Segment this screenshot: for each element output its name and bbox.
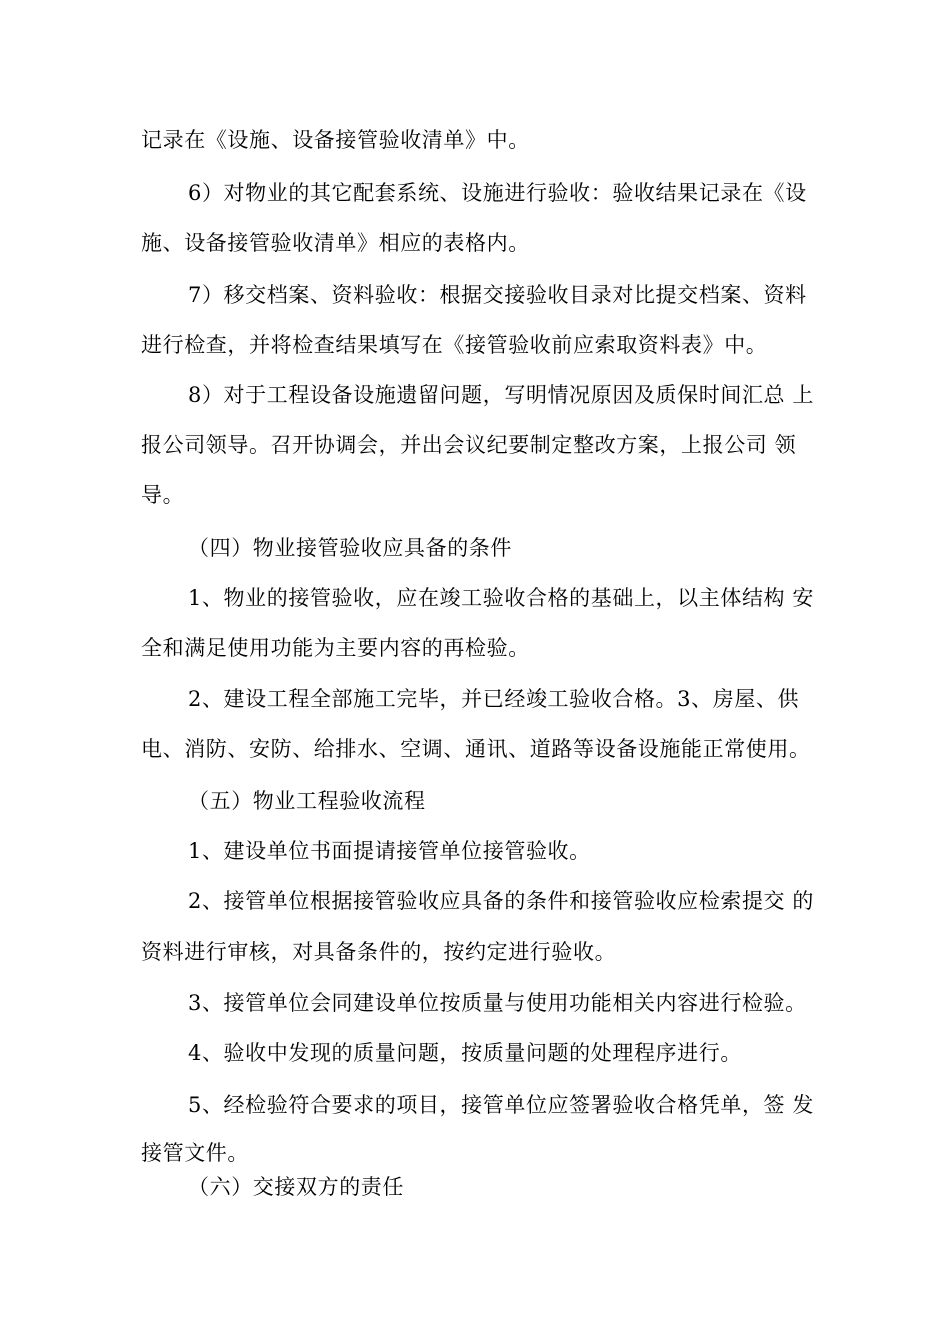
text-line: 2、接管单位根据接管验收应具备的条件和接管验收应检索提交 的 — [188, 889, 815, 913]
text-line: 3、接管单位会同建设单位按质量与使用功能相关内容进行检验。 — [188, 991, 807, 1015]
text-line: 6）对物业的其它配套系统、设施进行验收：验收结果记录在《设 — [188, 181, 807, 205]
text-line: 资料进行审核，对具备条件的，按约定进行验收。 — [141, 940, 617, 964]
section-heading: （五）物业工程验收流程 — [188, 789, 426, 813]
text-line: 全和满足使用功能为主要内容的再检验。 — [141, 636, 530, 660]
text-line: 记录在《设施、设备接管验收清单》中。 — [141, 128, 530, 152]
text-line: 2、建设工程全部施工完毕，并已经竣工验收合格。3、房屋、供 — [188, 687, 800, 711]
text-line: 5、经检验符合要求的项目，接管单位应签署验收合格凭单，签 发 — [188, 1093, 815, 1117]
text-line: 4、验收中发现的质量问题，按质量问题的处理程序进行。 — [188, 1041, 742, 1065]
text-line: 电、消防、安防、给排水、空调、通讯、道路等设备设施能正常使用。 — [141, 737, 811, 761]
section-heading: （六）交接双方的责任 — [188, 1175, 404, 1199]
text-line: 7）移交档案、资料验收：根据交接验收目录对比提交档案、资料 — [188, 283, 807, 307]
text-line: 导。 — [141, 483, 185, 507]
text-line: 施、设备接管验收清单》相应的表格内。 — [141, 231, 530, 255]
text-line: 1、物业的接管验收，应在竣工验收合格的基础上，以主体结构 安 — [188, 586, 815, 610]
section-heading: （四）物业接管验收应具备的条件 — [188, 536, 512, 560]
text-line: 接管文件。 — [141, 1141, 249, 1165]
text-line: 1、建设单位书面提请接管单位接管验收。 — [188, 839, 591, 863]
text-line: 报公司领导。召开协调会，并出会议纪要制定整改方案，上报公司 领 — [141, 433, 797, 457]
text-line: 8）对于工程设备设施遗留问题，写明情况原因及质保时间汇总 上 — [188, 383, 815, 407]
text-line: 进行检查，并将检查结果填写在《接管验收前应索取资料表》中。 — [141, 333, 768, 357]
